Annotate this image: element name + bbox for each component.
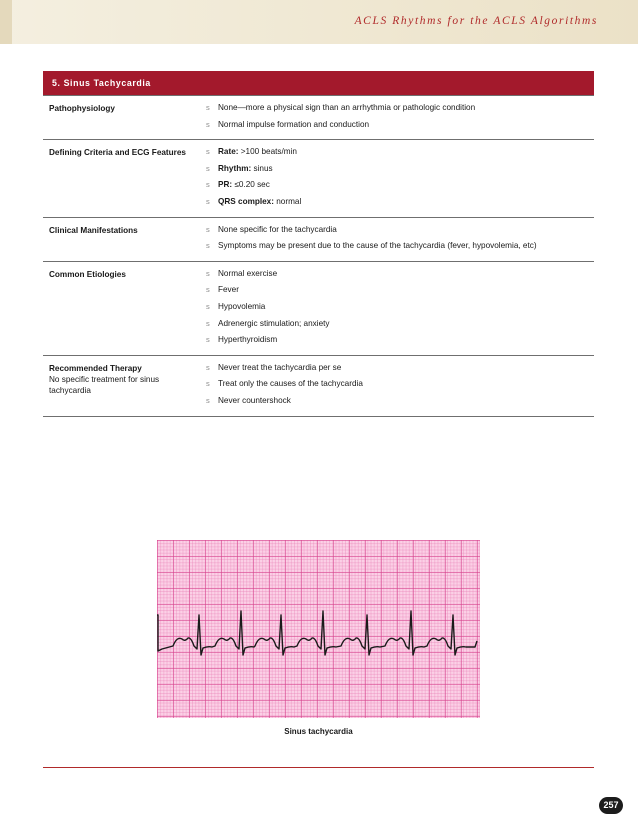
bullet-item xyxy=(206,240,594,257)
bullet-description: Treat only the causes of the tachycardia xyxy=(218,379,363,389)
sinus-tachycardia-table xyxy=(43,71,594,417)
bullet-text xyxy=(218,395,291,406)
row-content-cell xyxy=(195,140,594,217)
bullet-text xyxy=(218,179,270,190)
bullet-description: Never treat the tachycardia per se xyxy=(218,362,342,372)
bullet-description: Normal exercise xyxy=(218,268,278,278)
bullet-term: QRS complex: xyxy=(218,196,274,206)
bullet-item xyxy=(206,119,594,136)
bullet-item xyxy=(206,163,594,180)
row-heading: Pathophysiology xyxy=(49,104,115,113)
table-row xyxy=(43,355,594,416)
bullet-item xyxy=(206,378,594,395)
row-heading-cell xyxy=(43,217,195,261)
bullet-term: Rate: xyxy=(218,147,239,157)
bullet-marker: s xyxy=(206,224,210,234)
bullet-marker: s xyxy=(206,103,210,112)
bullet-item xyxy=(206,284,594,301)
bullet-item xyxy=(206,179,594,196)
row-content-cell xyxy=(195,217,594,261)
bullet-marker: s xyxy=(206,285,210,295)
row-heading-cell xyxy=(43,96,195,140)
row-content-cell xyxy=(195,261,594,355)
bullet-text xyxy=(218,102,475,113)
row-heading: Defining Criteria and ECG Features xyxy=(49,148,186,158)
bullet-marker: s xyxy=(206,196,210,206)
table-row xyxy=(43,217,594,261)
bullet-text xyxy=(218,196,301,207)
bullet-description: Fever xyxy=(218,285,239,295)
bullet-marker: s xyxy=(206,335,210,345)
bullet-text xyxy=(218,284,239,295)
bullet-text xyxy=(218,163,273,174)
bullet-description: Adrenergic stimulation; anxiety xyxy=(218,318,330,328)
bullet-text xyxy=(218,240,537,251)
bullet-marker: s xyxy=(206,318,210,328)
bullet-marker: s xyxy=(206,268,210,278)
bullet-text xyxy=(218,224,337,235)
figure-caption: Sinus tachycardia xyxy=(284,727,353,736)
bullet-text xyxy=(218,301,265,312)
row-content-cell xyxy=(195,355,594,416)
bullet-item xyxy=(206,395,594,412)
bullet-item xyxy=(206,268,594,285)
bullet-item xyxy=(206,318,594,335)
row-heading-cell xyxy=(43,355,195,416)
bullet-text xyxy=(218,268,277,279)
bullet-description: ≤0.20 sec xyxy=(232,180,270,190)
bullet-term: Rhythm: xyxy=(218,163,252,173)
bullet-description: Never countershock xyxy=(218,395,291,405)
table-row xyxy=(43,96,594,140)
bullet-description: None—more a physical sign than an arrhythmia or pathologic condition xyxy=(218,103,476,112)
row-heading-cell xyxy=(43,261,195,355)
running-header: ACLS Rhythms for the ACLS Algorithms xyxy=(354,15,598,27)
bullet-item xyxy=(206,301,594,318)
bullet-marker: s xyxy=(206,147,210,157)
row-content-cell xyxy=(195,96,594,140)
bullet-text xyxy=(218,334,277,345)
bullet-item xyxy=(206,196,594,213)
bullet-description: None specific for the tachycardia xyxy=(218,224,337,234)
page-number-badge: 257 xyxy=(599,797,623,814)
bullet-item xyxy=(206,334,594,351)
bullet-term: PR: xyxy=(218,180,233,190)
bullet-description: Normal impulse formation and conduction xyxy=(218,119,370,129)
table-row xyxy=(43,261,594,355)
bullet-marker: s xyxy=(206,395,210,405)
ecg-waveform xyxy=(157,611,477,655)
bullet-text xyxy=(218,146,297,157)
bullet-text xyxy=(218,378,363,389)
ecg-trace-graphic xyxy=(157,540,480,718)
row-subheading: No specific treatment for sinus tachycardia xyxy=(49,374,160,395)
row-heading: Recommended Therapy xyxy=(49,363,142,373)
bullet-marker: s xyxy=(206,301,210,311)
ecg-rhythm-strip xyxy=(157,540,480,718)
bullet-description: Hypovolemia xyxy=(218,301,266,311)
bullet-marker: s xyxy=(206,241,210,251)
bullet-marker: s xyxy=(206,379,210,389)
footer-rule xyxy=(43,767,594,768)
row-heading-cell xyxy=(43,140,195,217)
table-title: 5. Sinus Tachycardia xyxy=(43,71,594,96)
bullet-item xyxy=(206,224,594,241)
bullet-item xyxy=(206,102,594,119)
bullet-description: Symptoms may be present due to the cause of the tachycardia (fever, hypovolemia, etc) xyxy=(218,241,537,251)
bullet-text xyxy=(218,362,341,373)
row-heading: Clinical Manifestations xyxy=(49,225,138,235)
bullet-marker: s xyxy=(206,180,210,190)
bullet-description: sinus xyxy=(251,163,273,173)
row-heading: Common Etiologies xyxy=(49,269,126,279)
bullet-text xyxy=(218,119,369,130)
table-row xyxy=(43,140,594,217)
bullet-description: normal xyxy=(273,196,302,206)
bullet-description: >100 beats/min xyxy=(238,147,297,157)
bullet-marker: s xyxy=(206,119,210,129)
bullet-marker: s xyxy=(206,163,210,173)
bullet-item xyxy=(206,146,594,163)
bullet-item xyxy=(206,362,594,379)
bullet-text xyxy=(218,318,330,329)
table-title-row xyxy=(43,71,594,96)
bullet-description: Hyperthyroidism xyxy=(218,335,278,345)
header-tab xyxy=(0,0,12,44)
bullet-marker: s xyxy=(206,362,210,372)
